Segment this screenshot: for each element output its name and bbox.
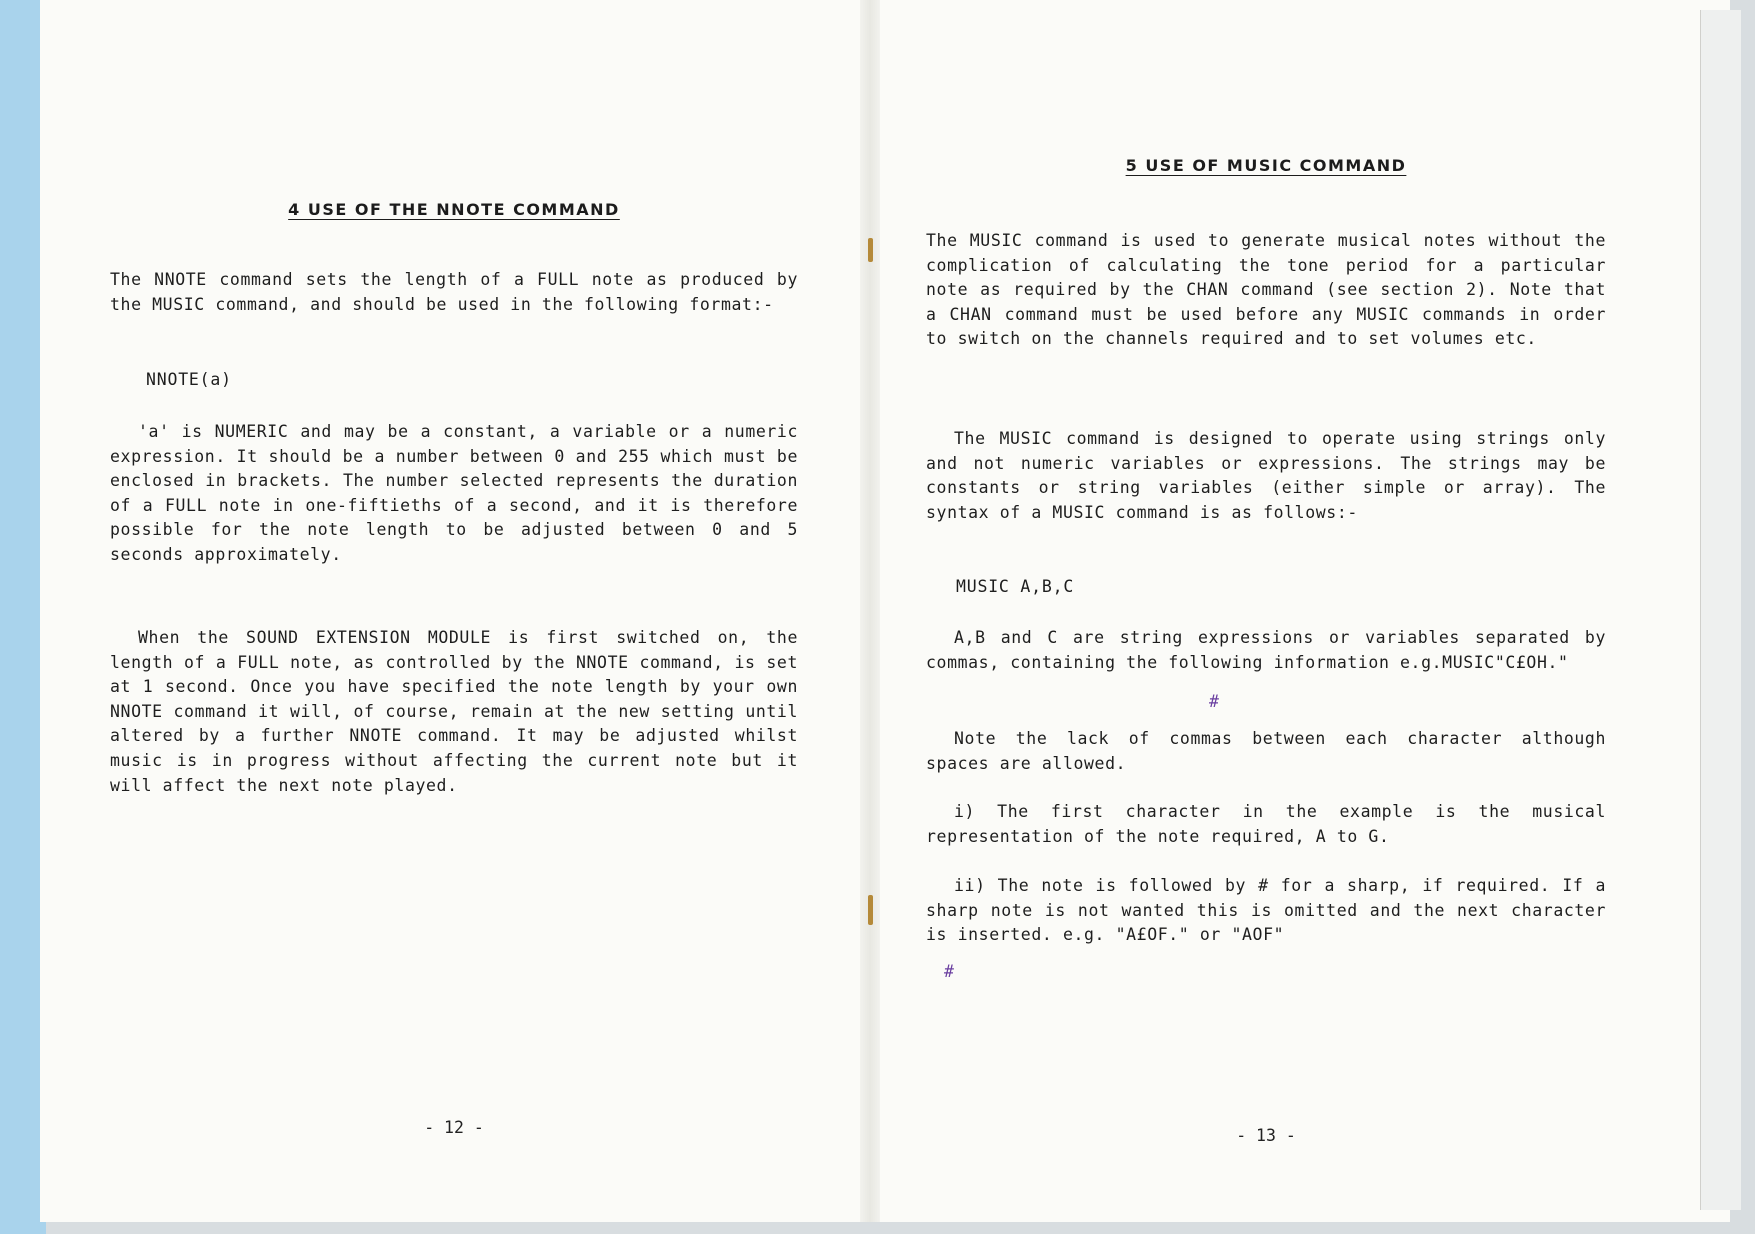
section-heading	[926, 156, 1606, 175]
code-line: NNOTE(a)	[146, 370, 232, 389]
page-edge	[1700, 10, 1741, 1210]
code-line: MUSIC A,B,C	[956, 577, 1075, 596]
paragraph: Note the lack of commas between each character although spaces are allowed.	[926, 729, 1606, 773]
paragraph: The NNOTE command sets the length of a FULL note as produced by the MUSIC command, and should be used in the following format:-	[110, 270, 798, 314]
page-gutter	[860, 0, 880, 1222]
heading-text: 4 USE OF THE NNOTE COMMAND	[288, 200, 620, 219]
section-heading	[110, 200, 798, 219]
right-page	[926, 0, 1606, 1222]
staple-mark	[868, 238, 873, 262]
paragraph: 'a' is NUMERIC and may be a constant, a variable or a numeric expression. It should be a number between 0 and 255 which must be enclosed in brackets. The number selected represents the duration of a FULL note in one-fiftieths of a second, and it is therefore possible for the note length to be adjusted between 0 and 5 seconds approximately.	[110, 422, 798, 564]
staple-mark	[868, 895, 873, 925]
left-page	[110, 0, 798, 1222]
page-number: - 13 -	[1236, 1126, 1296, 1145]
paragraph: The MUSIC command is used to generate musical notes without the complication of calculating the tone period for a particular note as required by the CHAN command (see section 2). Note that a CHAN command must be used before any MUSIC commands in order to switch on the channels required and to set volumes etc.	[926, 231, 1606, 349]
handwritten-hash-mark: #	[944, 962, 955, 981]
paragraph: A,B and C are string expressions or variables separated by commas, containing the following information e.g.MUSIC"C£OH."	[926, 628, 1606, 672]
heading-text: 5 USE OF MUSIC COMMAND	[1125, 156, 1407, 175]
paragraph: The MUSIC command is designed to operate using strings only and not numeric variables or expressions. The strings may be constants or string variables (either simple or array). The syntax of a MUSIC command is as follows:-	[926, 429, 1606, 522]
page-number: - 12 -	[424, 1118, 484, 1137]
handwritten-hash-mark: #	[1209, 692, 1220, 711]
paragraph: ii) The note is followed by # for a sharp, if required. If a sharp note is not wanted this is omitted and the next character is inserted. e.g. "A£OF." or "AOF"	[926, 876, 1606, 945]
paragraph: When the SOUND EXTENSION MODULE is first switched on, the length of a FULL note, as controlled by the NNOTE command, is set at 1 second. Once you have specified the note length by your own NNOTE command it will, of course, remain at the new setting until altered by a further NNOTE command. It may be adjusted whilst music is in progress without affecting the current note but it will affect the next note played.	[110, 628, 798, 795]
paragraph: i) The first character in the example is the musical representation of the note required, A to G.	[926, 802, 1606, 846]
